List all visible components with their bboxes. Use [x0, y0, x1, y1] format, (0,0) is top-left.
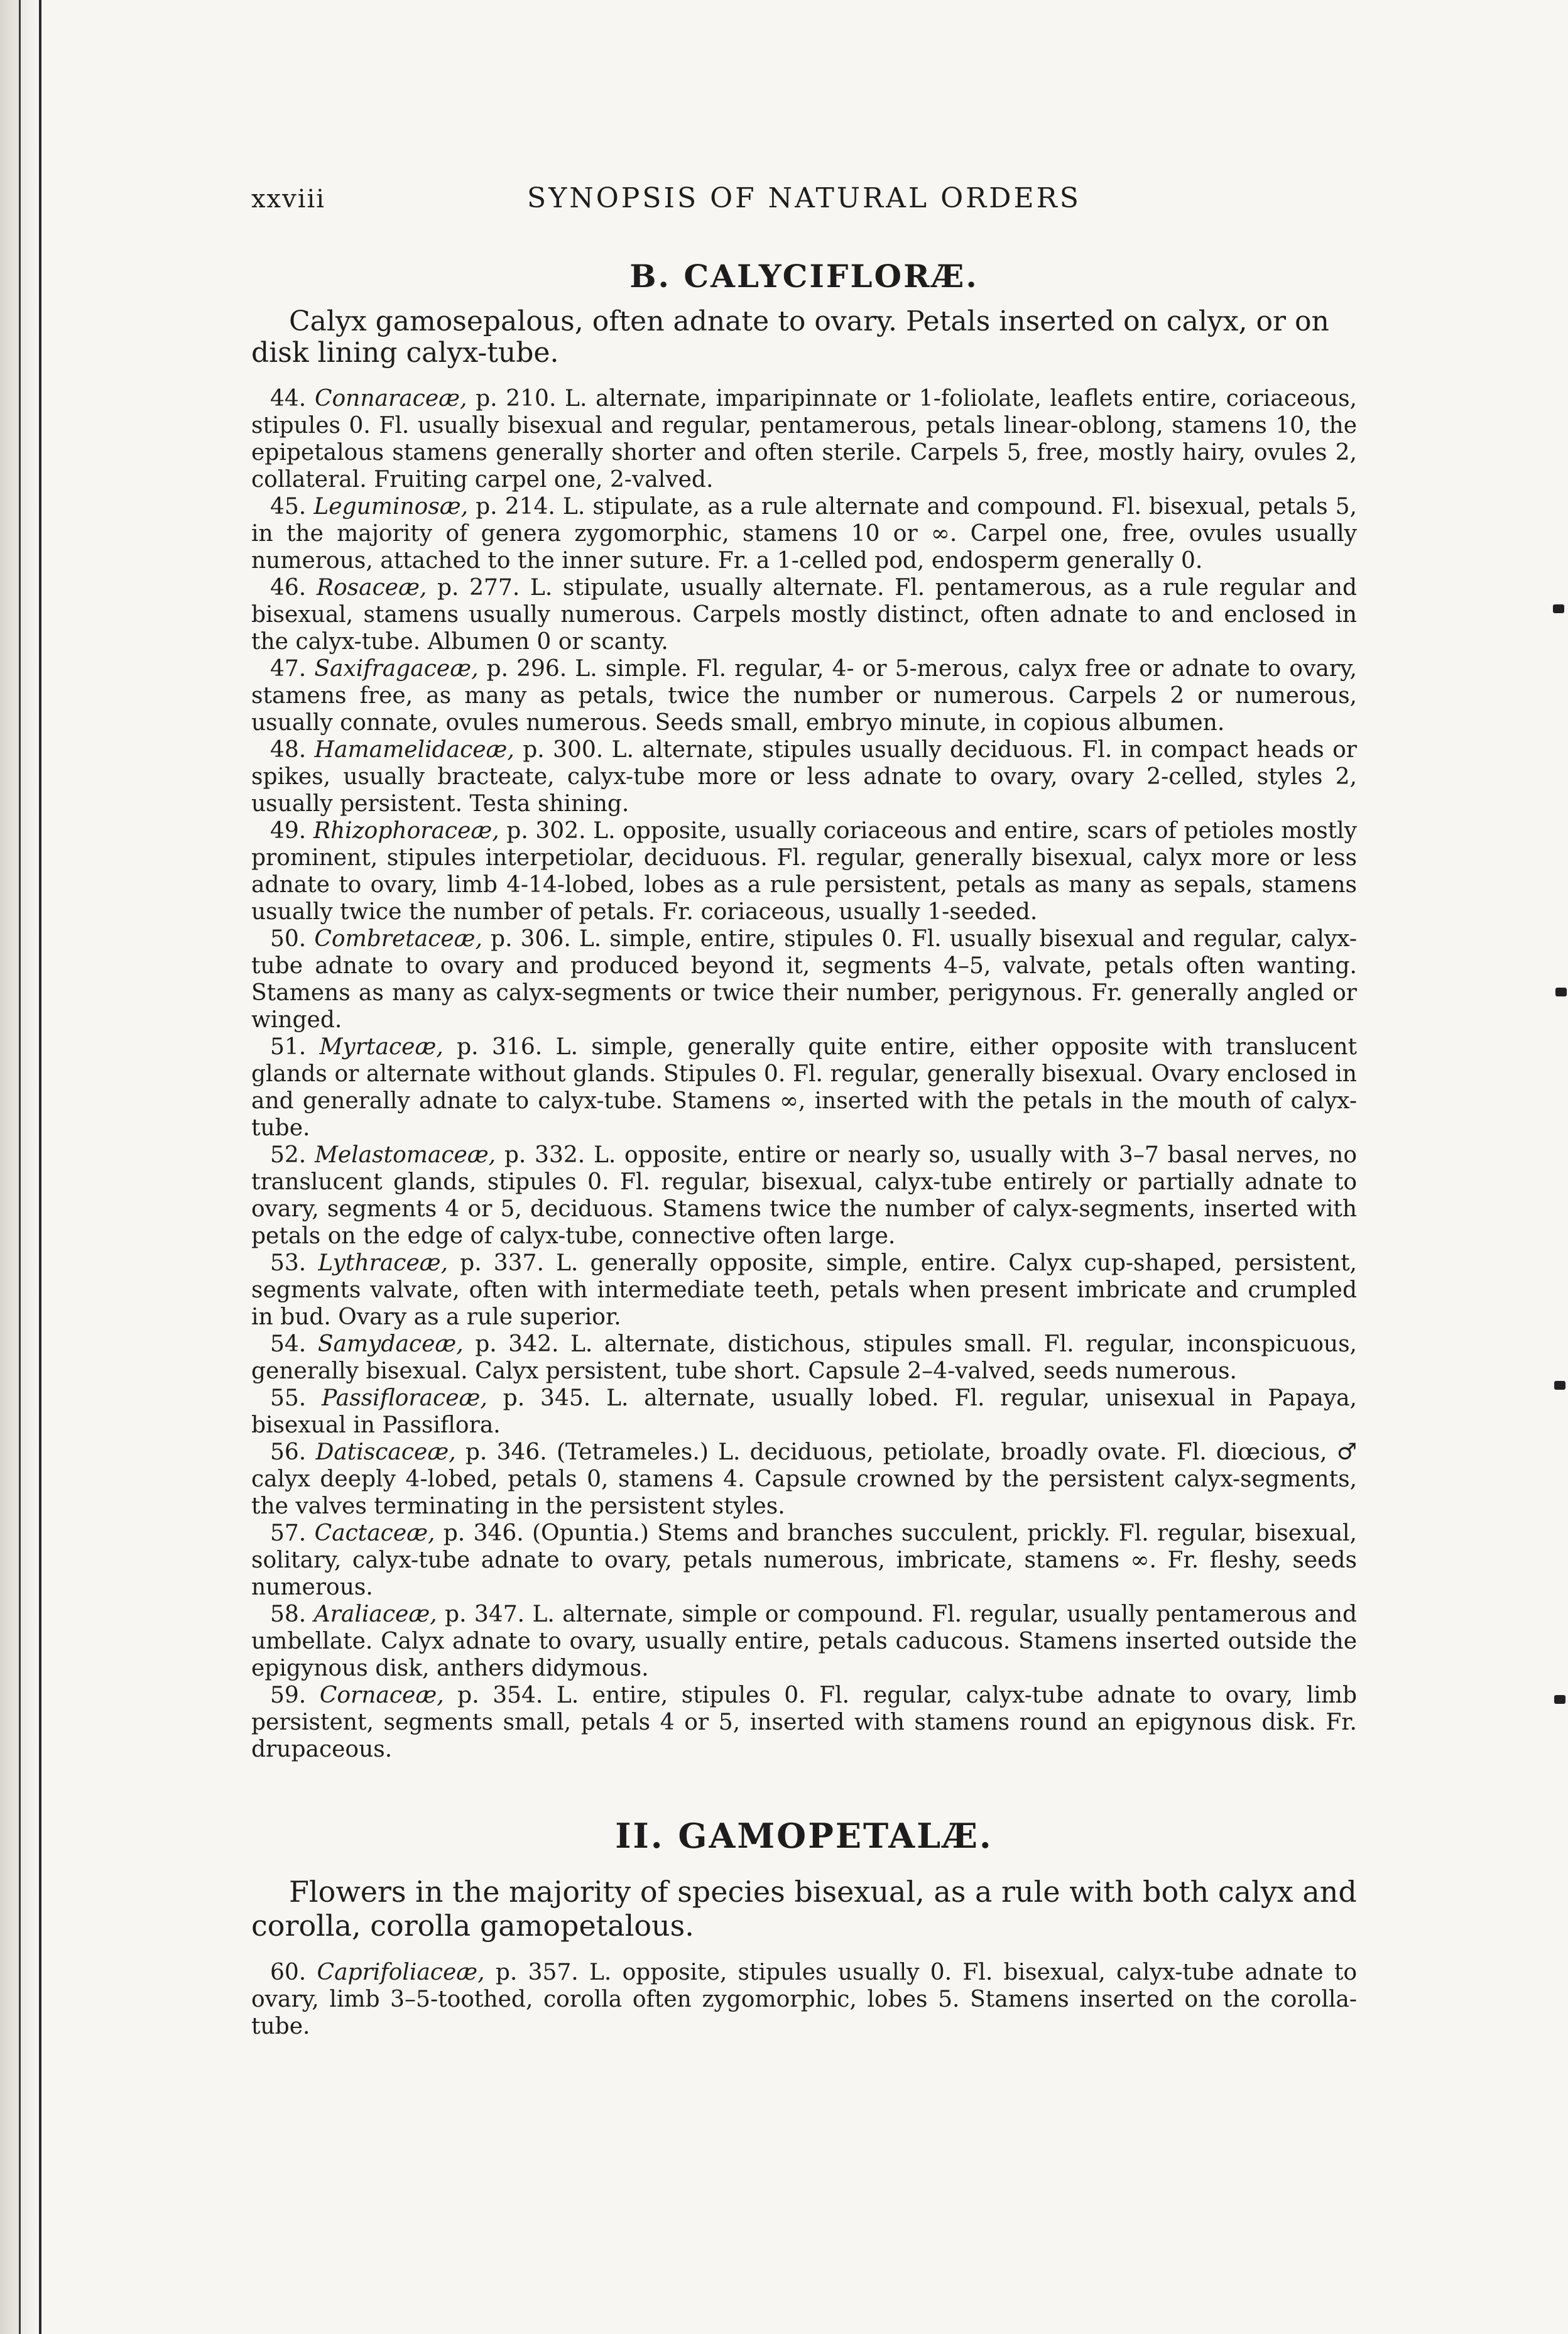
order-entry: 46. Rosaceæ, p. 277. L. stipulate, usually alternate. Fl. pentamerous, as a rule regular and bisexual, stamens usually numerous. Carpels mostly distinct, often adnate to and enclosed in the calyx-tube. Albumen 0 or scanty. — [251, 575, 1357, 655]
running-head — [251, 182, 1357, 251]
order-entry: 49. Rhizophoraceæ, p. 302. L. opposite, usually coriaceous and entire, scars of petioles mostly prominent, stipules interpetiolar, deciduous. Fl. regular, generally bisexual, calyx more or less adnate to ovary, limb 4-14-lobed, lobes as a rule persistent, petals as many as sepals, stamens usually twice the number of petals. Fr. coriaceous, usually 1-seeded. — [251, 818, 1357, 925]
margin-mark — [1555, 988, 1567, 996]
order-entry: 48. Hamamelidaceæ, p. 300. L. alternate, stipules usually deciduous. Fl. in compact heads or spikes, usually bracteate, calyx-tube more or less adnate to ovary, ovary 2-celled, styles 2, usually persistent. Testa shining. — [251, 737, 1357, 817]
margin-mark — [1554, 1695, 1565, 1704]
order-entry: 55. Passifloraceæ, p. 345. L. alternate, usually lobed. Fl. regular, unisexual in Papaya, bisexual in Passiflora. — [251, 1385, 1357, 1438]
order-entry: 60. Caprifoliaceæ, p. 357. L. opposite, stipules usually 0. Fl. bisexual, calyx-tube adnate to ovary, limb 3–5-toothed, corolla often zygomorphic, lobes 5. Stamens inserted on the corolla-tube. — [251, 1960, 1357, 2039]
order-entry: 44. Connaraceæ, p. 210. L. alternate, imparipinnate or 1-foliolate, leaflets entire, coriaceous, stipules 0. Fl. usually bisexual and regular, pentamerous, petals linear-oblong, stamens 10, the epipetalous stamens generally shorter and often sterile. Carpels 5, free, mostly hairy, ovules 2, collateral. Fruiting carpel one, 2-valved. — [251, 386, 1357, 493]
section-description-calyciflorae: Calyx gamosepalous, often adnate to ovary. Petals inserted on calyx, or on disk lining calyx-tube. — [251, 305, 1329, 369]
order-entry: 45. Leguminosæ, p. 214. L. stipulate, as a rule alternate and compound. Fl. bisexual, petals 5, in the majority of genera zygomorphic, stamens 10 or ∞. Carpel one, free, ovules usually numerous, attached to the inner suture. Fr. a 1-celled pod, endosperm generally 0. — [251, 494, 1357, 574]
margin-mark — [1553, 604, 1564, 613]
order-entry: 50. Combretaceæ, p. 306. L. simple, entire, stipules 0. Fl. usually bisexual and regular, calyx-tube adnate to ovary and produced beyond it, segments 4–5, valvate, petals often wanting. Stamens as many as calyx-segments or twice their number, perigynous. Fr. generally angled or winged. — [251, 926, 1358, 1033]
margin-mark — [1554, 1381, 1565, 1390]
order-entry: 52. Melastomaceæ, p. 332. L. opposite, entire or nearly so, usually with 3–7 basal nerves, no translucent glands, stipules 0. Fl. regular, bisexual, calyx-tube entirely or partially adnate to ovary, segments 4 or 5, deciduous. Stamens twice the number of calyx-segments, inserted with petals on the edge of calyx-tube, connective often large. — [251, 1142, 1357, 1249]
order-entry: 57. Cactaceæ, p. 346. (Opuntia.) Stems and branches succulent, prickly. Fl. regular, bisexual, solitary, calyx-tube adnate to ovary, petals numerous, imbricate, stamens ∞. Fr. fleshy, seeds numerous. — [251, 1520, 1357, 1600]
binding-line — [19, 0, 21, 2334]
order-entry: 54. Samydaceæ, p. 342. L. alternate, distichous, stipules small. Fl. regular, inconspicuous, generally bisexual. Calyx persistent, tube short. Capsule 2–4-valved, seeds numerous. — [251, 1331, 1357, 1384]
order-entry: 58. Araliaceæ, p. 347. L. alternate, simple or compound. Fl. regular, usually pentamerous and umbellate. Calyx adnate to ovary, usually entire, petals caducous. Stamens inserted outside the epigynous disk, anthers didymous. — [251, 1601, 1357, 1681]
order-entry: 51. Myrtaceæ, p. 316. L. simple, generally quite entire, either opposite with translucent glands or alternate without glands. Stipules 0. Fl. regular, generally bisexual. Ovary enclosed in and generally adnate to calyx-tube. Stamens ∞, inserted with the petals in the mouth of calyx-tube. — [251, 1034, 1357, 1141]
order-entry: 59. Cornaceæ, p. 354. L. entire, stipules 0. Fl. regular, calyx-tube adnate to ovary, limb persistent, segments small, petals 4 or 5, inserted with stamens round an epigynous disk. Fr. drupaceous. — [251, 1682, 1357, 1762]
order-entry: 56. Datiscaceæ, p. 346. (Tetrameles.) L. deciduous, petiolate, broadly ovate. Fl. diœcious, ♂ calyx deeply 4-lobed, petals 0, stamens 4. Capsule crowned by the persistent calyx-segments, the valves terminating in the persistent styles. — [251, 1439, 1357, 1519]
order-entry: 53. Lythraceæ, p. 337. L. generally opposite, simple, entire. Calyx cup-shaped, persistent, segments valvate, often with intermediate teeth, petals when present imbricate and crumpled in bud. Ovary as a rule superior. — [251, 1250, 1357, 1330]
order-entry: 47. Saxifragaceæ, p. 296. L. simple. Fl. regular, 4- or 5-merous, calyx free or adnate to ovary, stamens free, as many as petals, twice the number or numerous. Carpels 2 or numerous, usually connate, ovules numerous. Seeds small, embryo minute, in copious albumen. — [251, 656, 1357, 736]
running-title: SYNOPSIS OF NATURAL ORDERS — [527, 182, 1081, 214]
book-binding-edge — [0, 0, 41, 2334]
page-content — [251, 182, 1357, 2040]
page-number: xxviii — [251, 185, 326, 214]
section-heading-calyciflorae: B. CALYCIFLORÆ. — [629, 258, 979, 295]
entries-gamopetalae — [251, 1959, 1357, 2040]
entries-calyciflorae — [251, 385, 1357, 1763]
section-heading-gamopetalae: II. GAMOPETALÆ. — [615, 1816, 993, 1856]
section-description-gamopetalae: Flowers in the majority of species bisexual, as a rule with both calyx and corolla, corolla gamopetalous. — [251, 1875, 1357, 1943]
